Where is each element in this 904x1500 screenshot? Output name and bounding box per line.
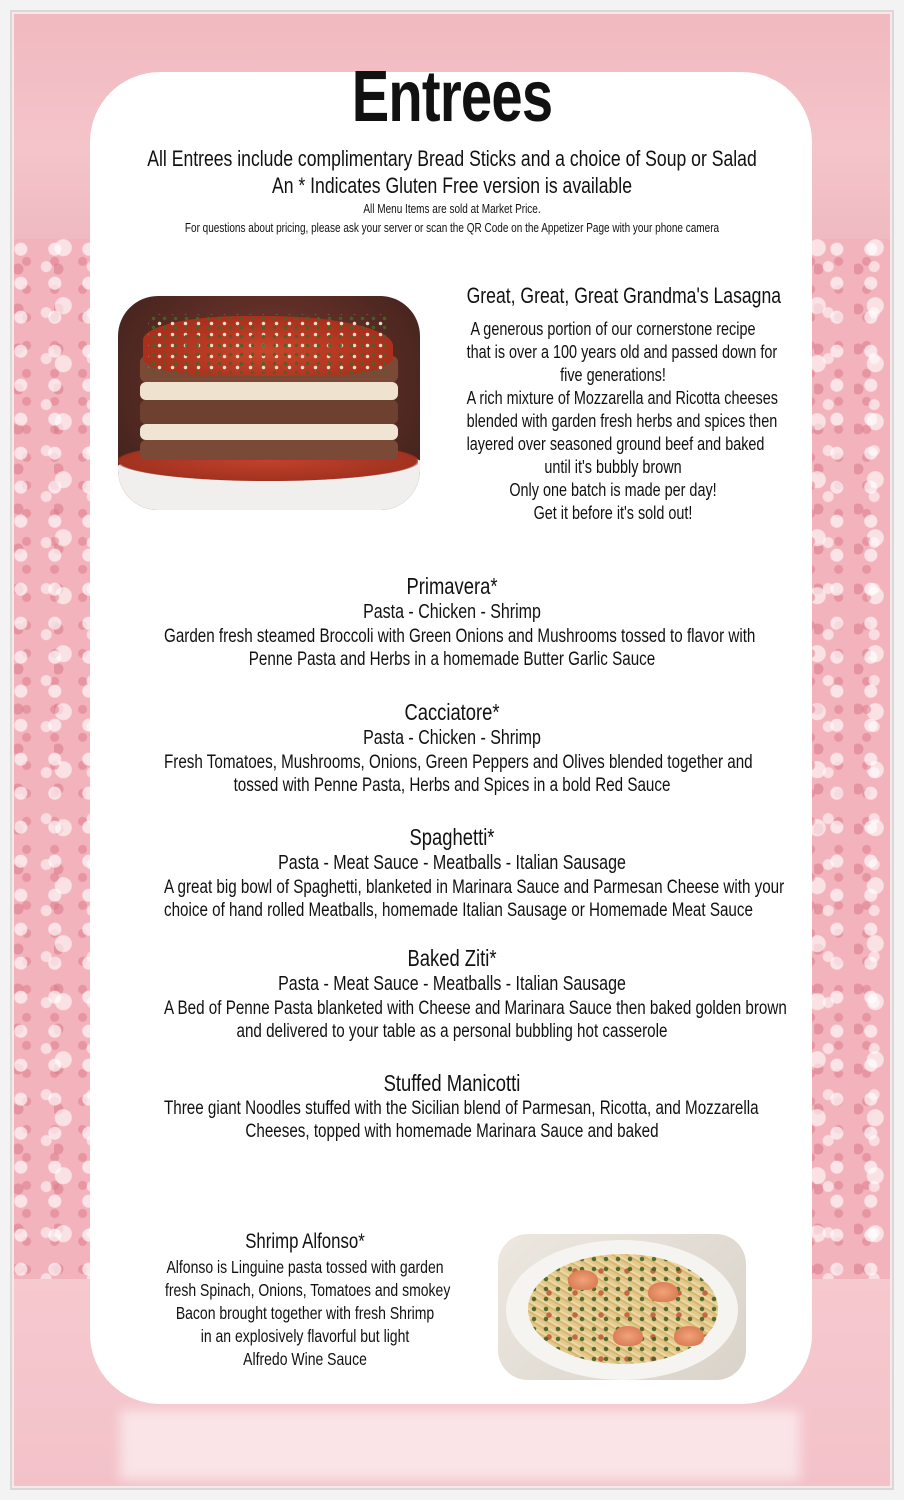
shrimp xyxy=(568,1270,598,1290)
intro-line-1: All Entrees include complimentary Bread Sticks and a choice of Soup or Salad xyxy=(147,146,757,171)
menu-item-baked-ziti xyxy=(92,944,812,1043)
item-name: Baked Ziti* xyxy=(407,945,497,971)
description-line: in an explosively flavorful but light xyxy=(200,1326,410,1346)
herb-specks xyxy=(148,314,388,374)
description-line: Get it before it's sold out! xyxy=(533,503,693,523)
description-line: A great big bowl of Spaghetti, blanketed in Marinara Sauce and Parmesan Cheese with your xyxy=(164,877,785,898)
item-name: Stuffed Manicotti xyxy=(383,1070,521,1096)
description-line: fresh Spinach, Onions, Tomatoes and smokey xyxy=(165,1280,451,1300)
item-name: Spaghetti* xyxy=(409,824,495,850)
pricing-help-note xyxy=(0,221,904,235)
description-line: A rich mixture of Mozzarella and Ricotta cheeses xyxy=(466,388,778,408)
description-line: five generations! xyxy=(560,365,666,385)
featured-item-name: Great, Great, Great Grandma's Lasagna xyxy=(466,283,782,308)
description-line: choice of hand rolled Meatballs, homemade Italian Sausage or Homemade Meat Sauce xyxy=(164,900,753,921)
menu-item-cacciatore xyxy=(92,698,812,797)
herb-specks xyxy=(528,1254,718,1364)
item-options: Pasta - Chicken - Shrimp xyxy=(363,727,541,749)
description-line: Garden fresh steamed Broccoli with Green Onions and Mushrooms tossed to flavor with xyxy=(164,626,756,647)
item-name: Shrimp Alfonso* xyxy=(245,1230,365,1253)
description-line: Only one batch is made per day! xyxy=(509,480,717,500)
featured-item-description xyxy=(466,318,778,525)
description-line: blended with garden fresh herbs and spices then xyxy=(466,411,778,431)
description-line: Alfredo Wine Sauce xyxy=(243,1349,367,1369)
page-title: Entrees xyxy=(351,57,553,137)
featured-item xyxy=(430,282,796,525)
intro-line-2: An * Indicates Gluten Free version is available xyxy=(271,173,632,198)
item-options: Pasta - Meat Sauce - Meatballs - Italian Sausage xyxy=(278,852,626,874)
meat-layer xyxy=(140,400,398,424)
gluten-free-note xyxy=(0,173,904,199)
item-options: Pasta - Chicken - Shrimp xyxy=(363,601,541,623)
description-line: Cheeses, topped with homemade Marinara Sauce and baked xyxy=(245,1121,659,1142)
item-name: Cacciatore* xyxy=(404,699,500,725)
description-line: tossed with Penne Pasta, Herbs and Spices in a bold Red Sauce xyxy=(233,775,671,796)
cheese-layer xyxy=(140,382,398,400)
description-line: A generous portion of our cornerstone recipe xyxy=(470,319,756,339)
description-line: layered over seasoned ground beef and baked xyxy=(466,434,765,454)
note-line-1: All Menu Items are sold at Market Price. xyxy=(363,202,541,216)
shrimp xyxy=(648,1282,678,1302)
description-line: Bacon brought together with fresh Shrimp xyxy=(175,1303,435,1323)
pricing-note xyxy=(0,202,904,216)
description-line: Alfonso is Linguine pasta tossed with garden xyxy=(166,1257,444,1277)
shrimp xyxy=(613,1326,643,1346)
description-line: Fresh Tomatoes, Mushrooms, Onions, Green Peppers and Olives blended together and xyxy=(164,752,753,773)
item-name: Primavera* xyxy=(406,573,498,599)
menu-item-primavera xyxy=(92,572,812,671)
shrimp xyxy=(674,1326,704,1346)
lasagna-photo xyxy=(118,296,420,510)
description-line: A Bed of Penne Pasta blanketed with Cheese and Marinara Sauce then baked golden brown xyxy=(164,998,787,1019)
note-line-2: For questions about pricing, please ask your server or scan the QR Code on the Appetizer Page with your phone camera xyxy=(184,221,720,235)
item-options: Pasta - Meat Sauce - Meatballs - Italian Sausage xyxy=(278,973,626,995)
menu-item-spaghetti xyxy=(92,823,812,922)
intro-text xyxy=(0,146,904,172)
description-line: Three giant Noodles stuffed with the Sicilian blend of Parmesan, Ricotta, and Mozzarella xyxy=(164,1098,759,1119)
menu-item-stuffed-manicotti xyxy=(92,1069,812,1143)
shrimp-alfonso-photo xyxy=(498,1234,746,1380)
item-description xyxy=(165,1256,451,1371)
menu-item-shrimp-alfonso xyxy=(130,1228,480,1371)
description-line: that is over a 100 years old and passed down for xyxy=(466,342,778,362)
description-line: Penne Pasta and Herbs in a homemade Butter Garlic Sauce xyxy=(248,649,656,670)
cheese-layer xyxy=(140,424,398,440)
description-line: and delivered to your table as a personal bubbling hot casserole xyxy=(236,1021,668,1042)
meat-layer xyxy=(140,440,398,460)
description-line: until it's bubbly brown xyxy=(544,457,682,477)
